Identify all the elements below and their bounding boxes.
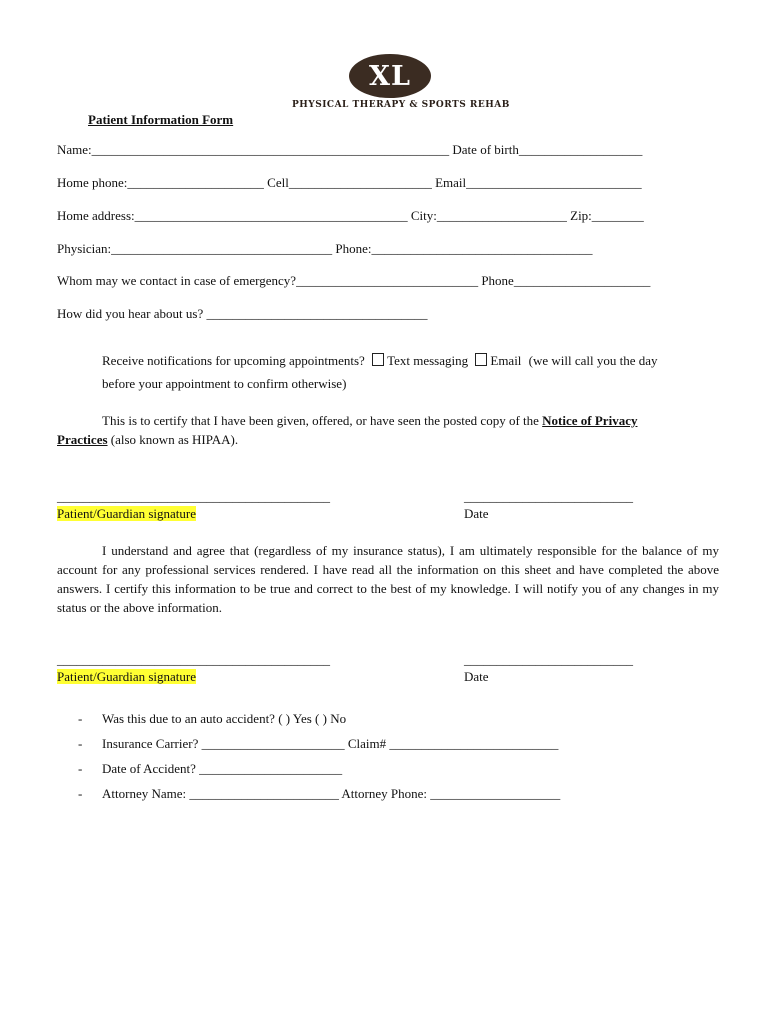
date-line[interactable]: __________________________	[464, 652, 633, 667]
emergency-contact-field[interactable]: Whom may we contact in case of emergency?____________________________ Phone_____________________	[57, 273, 651, 288]
email-checkbox[interactable]	[475, 353, 487, 366]
referral-source-field[interactable]: How did you hear about us? __________________________________	[57, 306, 428, 321]
signature-line[interactable]: __________________________________________	[57, 652, 330, 667]
privacy-hipaa-text: (also known as HIPAA).	[107, 432, 239, 447]
text-messaging-label: Text messaging	[387, 353, 469, 368]
auto-accident-question[interactable]: Was this due to an auto accident? ( ) Yes ( ) No	[102, 711, 347, 726]
list-bullet: -	[78, 736, 83, 751]
signature-label-text: Patient/Guardian signature	[57, 669, 196, 684]
privacy-statement	[102, 413, 637, 429]
date-label: Date	[464, 669, 489, 684]
address-city-zip-field[interactable]: Home address:__________________________________________ City:____________________ Zip:________	[57, 208, 644, 223]
signature-label	[57, 506, 196, 522]
physician-phone-field[interactable]: Physician:__________________________________ Phone:__________________________________	[57, 241, 593, 256]
privacy-notice-link[interactable]: Notice of Privacy	[542, 413, 638, 428]
form-title: Patient Information Form	[88, 112, 234, 127]
privacy-practices-link[interactable]: Practices	[57, 432, 108, 447]
list-bullet: -	[78, 786, 83, 801]
signature-label-text: Patient/Guardian signature	[57, 506, 196, 521]
email-label: Email	[490, 353, 522, 368]
date-label: Date	[464, 506, 489, 521]
notifications-question: Receive notifications for upcoming appointments?	[102, 353, 365, 368]
logo-mark: XL	[369, 60, 411, 92]
agreement-paragraph: I understand and agree that (regardless of my insurance status), I am ultimately responsible for the balance of my account for any professional services rendered. I have read all the information on this sheet and have completed the above answers. I certify this information to be true and correct to the best of my knowledge. I will notify you of any changes in my status or the above information.	[57, 543, 719, 615]
list-bullet: -	[78, 761, 83, 776]
text-messaging-checkbox[interactable]	[372, 353, 384, 366]
notifications-note-line2: before your appointment to confirm otherwise)	[102, 376, 347, 391]
phone-cell-email-field[interactable]: Home phone:_____________________ Cell______________________ Email___________________________	[57, 175, 642, 190]
signature-line[interactable]: __________________________________________	[57, 489, 330, 504]
name-dob-field[interactable]: Name:_______________________________________________________ Date of birth___________________	[57, 142, 643, 157]
privacy-statement-line2	[57, 432, 238, 448]
accident-date-field[interactable]: Date of Accident? ______________________	[102, 761, 343, 776]
signature-label	[57, 669, 196, 685]
list-bullet: -	[78, 711, 83, 726]
date-line[interactable]: __________________________	[464, 489, 633, 504]
attorney-field[interactable]: Attorney Name: _______________________ Attorney Phone: ____________________	[102, 786, 561, 801]
logo-subtitle: PHYSICAL THERAPY & SPORTS REHAB	[292, 100, 510, 110]
notifications-row	[102, 353, 658, 369]
privacy-text: This is to certify that I have been given, offered, or have seen the posted copy of the	[102, 413, 543, 428]
notifications-note: (we will call you the day	[528, 353, 658, 368]
logo	[349, 54, 431, 98]
insurance-claim-field[interactable]: Insurance Carrier? ______________________ Claim# __________________________	[102, 736, 559, 751]
